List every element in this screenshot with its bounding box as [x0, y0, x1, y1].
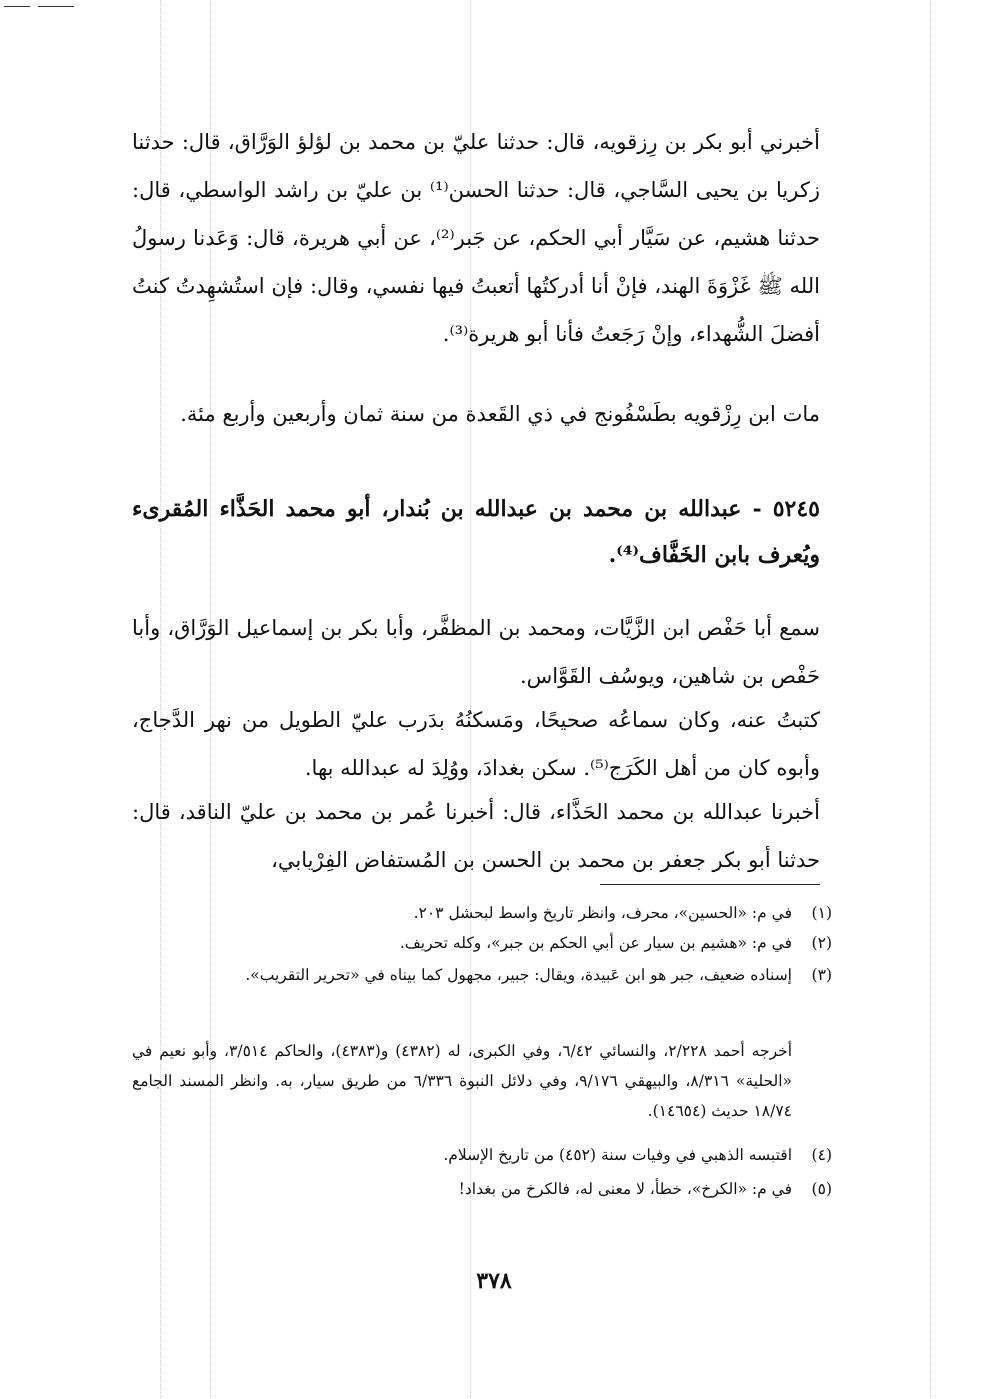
- paragraph-hadith: أخبرني أبو بكر بن رِزقويه، قال: حدثنا عليّ بن محمد بن لؤلؤ الوَرَّاق، قال: حدثنا زكريا بن يحيى السَّاجي، قال: حدثنا الحسن⁽¹⁾ بن عليّ بن راشد الواسطي، قال: حدثنا هشيم، عن سَيَّار أبي الحكم، عن جَبر⁽²⁾، عن أبي هريرة، قال: وَعَدنا رسولُ الله ﷺ غَزْوَةَ الهند، فإنْ أنا أدركتُها أتعبتُ فيها نفسي، وقال: فإن استُشهِدتُ كنتُ أفضلَ الشُّهداء، وإنْ رَجَعتُ فأنا أبو هريرة⁽³⁾.: [132, 130, 820, 346]
- scan-mark: [38, 6, 74, 7]
- footnote-4: [132, 1140, 832, 1170]
- footnote-number: (٥): [811, 1180, 832, 1198]
- paragraph-death-note: مات ابن رِزْقويه بطَسْفُونج في ذي القَعدة من سنة ثمان وأربعين وأربع مئة.: [180, 402, 820, 426]
- entry-number: ٥٢٤٥: [772, 496, 820, 522]
- footnote-text: إسناده ضعيف، جبر هو ابن عَبيدة، ويقال: جبير، مجهول كما بيناه في «تحرير التقريب».: [245, 966, 792, 984]
- scan-artifact-line: [930, 0, 931, 1399]
- footnote-separator: [600, 884, 820, 885]
- footnote-text: في م: «هشيم بن سيار عن أبي الحكم بن جبر»، وكله تحريف.: [399, 934, 792, 952]
- footnote-text: اقتبسه الذهبي في وفيات سنة (٤٥٢) من تاريخ الإسلام.: [443, 1146, 792, 1164]
- footnote-number: (٤): [811, 1146, 832, 1164]
- footnote-text: في م: «الحسين»، محرف، وانظر تاريخ واسط لبحشل ٢٠٣.: [413, 904, 792, 922]
- footnote-2: [132, 928, 832, 958]
- footnote-number: (٢): [811, 934, 832, 952]
- footnote-number: (٣): [811, 966, 832, 984]
- footnote-5: [132, 1174, 832, 1204]
- paragraph-isnad: أخبرنا عبدالله بن محمد الحَذَّاء، قال: أخبرنا عُمر بن محمد بن عليّ الناقد، قال: حدثنا أبو بكر جعفر بن محمد بن الحسن بن المُستفاض الفِرْيابي،: [132, 800, 820, 872]
- footnote-3-continuation: أخرجه أحمد ٢/٢٢٨، والنسائي ٦/٤٢، وفي الكبرى، له (٤٣٨٢) و(٤٣٨٣)، والحاكم ٣/٥١٤، وأبو نعيم في «الحلية» ٨/٣١٦، والبيهقي ٩/١٧٦، وفي دلائل النبوة ٦/٣٣٦ من طريق سيار، به. وانظر المسند الجامع ١٨/٧٤ حديث (١٤٦٥٤).: [132, 1042, 793, 1120]
- entry-name: عبدالله بن محمد بن عبدالله بن بُندار، أبو محمد الحَذَّاء المُقرىء ويُعرف بابن الخَفَّاف⁽⁴⁾.: [132, 496, 820, 568]
- footnote-1: [132, 898, 832, 928]
- footnote-text: في م: «الكرخ»، خطأ، لا معنى له، فالكرخ من بغداد!: [458, 1180, 792, 1198]
- paragraph-teachers: سمع أبا حَفْص ابن الزَّيَّات، ومحمد بن المظفَّر، وأبا بكر بن إسماعيل الوَرَّاق، وأبا حَفْص بن شاهين، ويوسُف القَوَّاس.: [132, 616, 820, 688]
- footnote-number: (١): [811, 904, 832, 922]
- biography-entry-heading: ٥٢٤٥ - عبدالله بن محمد بن عبدالله بن بُندار، أبو محمد الحَذَّاء المُقرىء ويُعرف بابن الخَفَّاف⁽⁴⁾.: [132, 496, 820, 568]
- paragraph-residence: كتبتُ عنه، وكان سماعُه صحيحًا، ومَسكنُهُ بدَرب عليّ الطويل من نهر الدَّجاج، وأبوه كان من أهل الكَرَج⁽⁵⁾. سكن بغدادَ، ووُلِدَ له عبدالله بها.: [132, 708, 820, 780]
- page-number: ٣٧٨: [476, 1268, 512, 1294]
- footnote-3: [132, 960, 832, 990]
- scan-mark: [4, 6, 30, 7]
